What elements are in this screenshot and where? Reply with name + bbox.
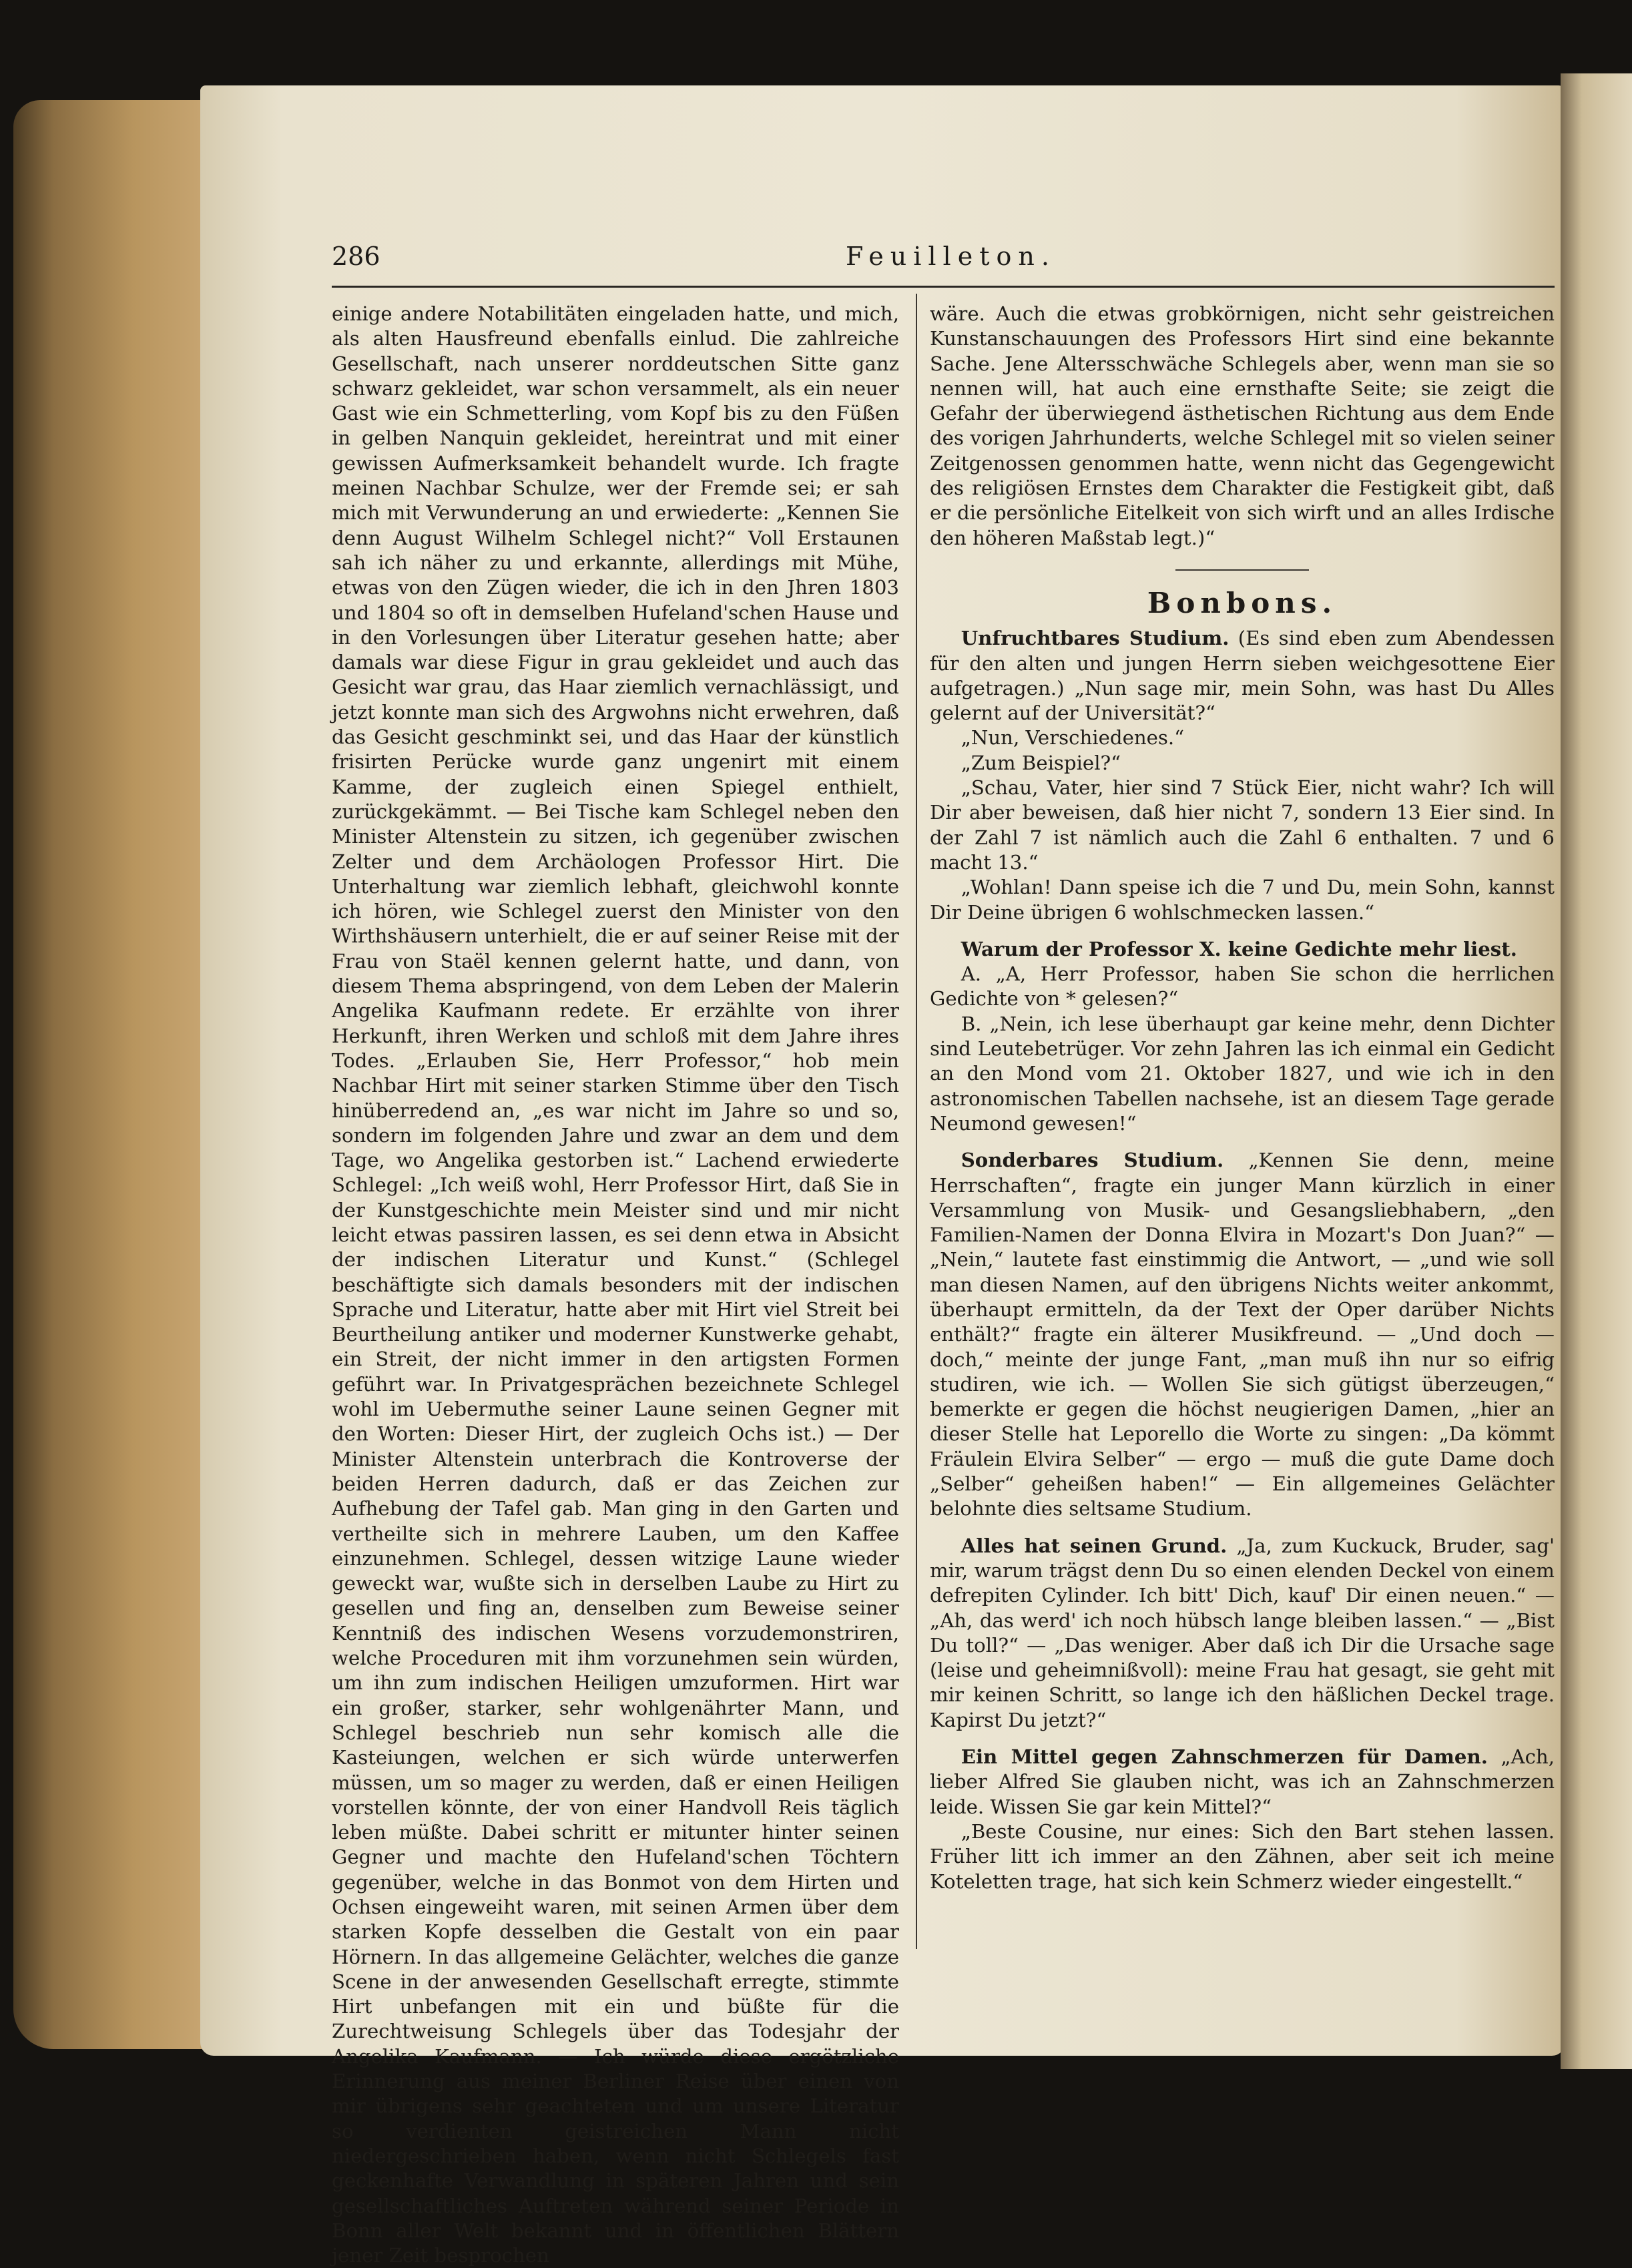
running-head: Feuilleton. bbox=[846, 242, 1056, 271]
anecdote-text: „Beste Cousine, nur eines: Sich den Bart stehen lassen. Früher litt ich immer an den Zähnen, aber seit ich meine Koteletten trage, hat sich kein Schmerz wieder eingestellt.“ bbox=[930, 1819, 1555, 1893]
left-column-text: einige andere Notabilitäten eingeladen hatte, und mich, als alten Hausfreund ebenfalls einlud. Die zahlreiche Gesellschaft, nach unserer norddeutschen Sitte ganz schwarz gekleidet, war schon versammelt, als ein neuer Gast wie ein Schmetterling, vom Kopf bis zu den Füßen in gelben Nanquin gekleidet, hereintrat und mit einer gewissen Aufmerksamkeit behandelt wurde. Ich fragte meinen Nachbar Schulze, wer der Fremde sei; er sah mich mit Verwunderung an und erwiederte: „Kennen Sie denn August Wilhelm Schlegel nicht?“ Voll Erstaunen sah ich näher zu und erkannte, allerdings mit Mühe, etwas von den Zügen wieder, die ich in den Jhren 1803 und 1804 so oft in demselben Hufeland'schen Hause und in den Vorlesungen über Literatur gesehen hatte; aber damals war diese Figur in grau gekleidet und auch das Gesicht war grau, das Haar ziemlich vernachlässigt, und jetzt konnte man sich des Argwohns nicht erwehren, daß das Gesicht geschminkt sei, und das Haar der künstlich frisirten Perücke wurde ganz ungenirt mit einem Kamme, der zugleich einen Spiegel enthielt, zurückgekämmt. — Bei Tische kam Schlegel neben den Minister Altenstein zu sitzen, ich gegenüber zwischen Zelter und dem Archäologen Professor Hirt. Die Unterhaltung war ziemlich lebhaft, gleichwohl konnte ich hören, wie Schlegel zuerst den Minister von den Wirthshäusern unterhielt, die er auf seiner Reise mit der Frau von Staël kennen gelernt hatte, und dann, von diesem Thema abspringend, von dem Leben der Malerin Angelika Kaufmann redete. Er erzählte von ihrer Herkunft, ihren Werken und schloß mit dem Jahre ihres Todes. „Erlauben Sie, Herr Professor,“ hob mein Nachbar Hirt mit seiner starken Stimme über den Tisch hinüberredend an, „es war nicht im Jahre so und so, sondern im folgenden Jahre und zwar an dem und dem Tage, wo Angelika gestorben ist.“ Lachend erwiederte Schlegel: „Ich weiß wohl, Herr Professor Hirt, daß Sie in der Kunstgeschichte mein Meister sind und mir nicht leicht etwas passiren lassen, es sei denn etwa in Absicht der indischen Literatur und Kunst.“ (Schlegel beschäftigte sich damals besonders mit der indischen Sprache und Literatur, hatte aber mit Hirt viel Streit bei Beurtheilung antiker und moderner Kunstwerke gehabt, ein Streit, der nicht immer in den artigsten Formen geführt war. In Privatgesprächen bezeichnete Schlegel wohl im Uebermuthe seiner Laune seinen Gegner mit den Worten: Dieser Hirt, der zugleich Ochs ist.) — Der Minister Altenstein unterbrach die Kontroverse der beiden Herren dadurch, daß er das Zeichen zur Aufhebung der Tafel gab. Man ging in den Garten und vertheilte sich in mehrere Lauben, um den Kaffee einzunehmen. Schlegel, dessen witzige Laune wieder geweckt war, wußte sich in derselben Laube zu Hirt zu gesellen und fing an, denselben zum Beweise seiner Kenntniß des indischen Wesens vorzudemonstriren, welche Proceduren mit ihm vorzunehmen sein würden, um ihn zum indischen Heiligen umzuformen. Hirt war ein großer, starker, sehr wohlgenährter Mann, und Schlegel beschrieb nun sehr komisch alle die Kasteiungen, welchen er sich würde unterwerfen müssen, um so mager zu werden, daß er einen Heiligen vorstellen könnte, der von einer Handvoll Reis täglich leben müßte. Dabei schritt er mitunter hinter seinen Gegner und machte den Hufeland'schen Töchtern gegenüber, welche in das Bonmot von dem Hirten und Ochsen eingeweiht waren, mit seinen Armen über dem starken Kopfe desselben die Gestalt von ein paar Hörnern. In das allgemeine Gelächter, welches die ganze Scene in der anwesenden Gesellschaft erregte, stimmte Hirt unbefangen mit ein und büßte für die Zurechtweisung Schlegels über das Todesjahr der Angelika Kaufmann. — Ich würde diese ergötzliche Erinnerung aus meiner Berliner Reise über einen von mir übrigens sehr geachteten und um unsere Literatur so verdienten geistreichen Mann nicht niedergeschrieben haben, wenn nicht Schlegels fast geckenhafte Verwandlung in späteren Jahren und sein gesellschaftliches Auftreten während seiner Periode in Bonn aller Welt bekannt und in öffentlichen Blättern jener Zeit besprochen bbox=[332, 302, 899, 2267]
left-column bbox=[332, 302, 899, 2268]
anecdote-text: „Kennen Sie denn, meine Herrschaften“, fragte ein junger Mann kürzlich in einer Versammlung von Musik- und Gesangsliebhabern, „den Familien-Namen der Donna Elvira in Mozart's Don Juan?“ — „Nein,“ lautete fast einstimmig die Antwort, — „und wie soll man diesen Namen, auf den übrigens Nichts weiter ankommt, überhaupt ermitteln, da der Text der Oper darüber Nichts enthält?“ fragte ein älterer Musikfreund. — „Und doch — doch,“ meinte der junge Fant, „man muß ihn nur so eifrig studiren, wie ich. — Wollen Sie sich gütigst überzeugen,“ bemerkte er gegen die höchst neugierigen Damen, „hier an dieser Stelle hat Leporello die Worte zu singen: „Da kömmt Fräulein Elvira Selber“ — ergo — muß die gute Dame doch „Selber“ geheißen haben!“ — Ein allgemeines Gelächter belohnte dies seltsame Studium. bbox=[930, 1149, 1555, 1520]
anecdote-title: Ein Mittel gegen Zahnschmerzen für Damen. bbox=[961, 1745, 1488, 1769]
anecdote-item bbox=[930, 1148, 1555, 1521]
anecdote-item bbox=[930, 1534, 1555, 1733]
anecdote-text: „Zum Beispiel?“ bbox=[961, 751, 1121, 774]
anecdote-text: „Schau, Vater, hier sind 7 Stück Eier, nicht wahr? Ich will Dir aber beweisen, daß hier nicht 7, sondern 13 Eier sind. In der Zahl 7 ist nämlich auch die Zahl 6 enthalten. 7 und 6 macht 13.“ bbox=[930, 776, 1555, 874]
continuation-text: wäre. Auch die etwas grobkörnigen, nicht sehr geistreichen Kunstanschauungen des Professors Hirt sind eine bekannte Sache. Jene Altersschwäche Schlegels aber, wenn man sie so nennen will, hat auch eine ernsthafte Seite; sie zeigt die Gefahr der überwiegend ästhetischen Richtung aus dem Ende des vorigen Jahrhunderts, welche Schlegel mit so vielen seiner Zeitgenossen genommen hatte, wenn nicht das Gegengewicht des religiösen Ernstes dem Charakter die Festigkeit gibt, daß er die persönliche Eitelkeit von sich wirft und an alles Irdische den höheren Maßstab legt.)“ bbox=[930, 302, 1555, 549]
right-column bbox=[930, 302, 1555, 1894]
anecdote-text: „Nun, Verschiedenes.“ bbox=[961, 726, 1185, 750]
anecdote-title: Alles hat seinen Grund. bbox=[961, 1534, 1228, 1557]
anecdote-item bbox=[930, 1745, 1555, 1894]
section-title: Bonbons. bbox=[1147, 586, 1338, 619]
page-number: 286 bbox=[332, 242, 380, 271]
section-divider bbox=[1175, 569, 1309, 571]
anecdote-text: (Es sind eben zum Abendessen für den alten und jungen Herrn sieben weichgesottene Eier aufgetragen.) „Nun sage mir, mein Sohn, was hast Du Alles gelernt auf der Universität?“ bbox=[930, 627, 1555, 725]
column-divider bbox=[916, 294, 917, 1949]
header-rule bbox=[332, 286, 1555, 288]
anecdote-text: „Ja, zum Kuckuck, Bruder, sag' mir, warum trägst denn Du so einen elenden Deckel von einem defrepiten Cylinder. Ich bitt' Dich, kauf' Dir einen neuen.“ — „Ah, das werd' ich noch hübsch lange bleiben lassen.“ — „Bist Du toll?“ — „Das weniger. Aber daß ich Dir die Ursache sage (leise und geheimnißvoll): meine Frau hat gesagt, sie geht mit mir keinen Schritt, so lange ich den häßlichen Deckel trage. Kapirst Du jetzt?“ bbox=[930, 1534, 1555, 1731]
anecdote-title: Unfruchtbares Studium. bbox=[961, 627, 1230, 650]
book-page-edges bbox=[13, 100, 214, 2049]
facing-page-edge bbox=[1561, 73, 1632, 2069]
anecdote-title: Warum der Professor X. keine Gedichte mehr liest. bbox=[961, 937, 1517, 960]
anecdote-item bbox=[930, 937, 1555, 1136]
anecdote-text: „Wohlan! Dann speise ich die 7 und Du, mein Sohn, kannst Dir Deine übrigen 6 wohlschmecken lassen.“ bbox=[930, 876, 1555, 924]
anecdote-title: Sonderbares Studium. bbox=[961, 1149, 1224, 1172]
page-header bbox=[332, 242, 1553, 282]
anecdote-text: B. „Nein, ich lese überhaupt gar keine mehr, denn Dichter sind Leutebetrüger. Vor zehn Jahren las ich einmal ein Gedicht an den Mond vom 21. Oktober 1827, und wie ich in den astronomischen Tabellen nachsehe, ist an diesem Tage gerade Neumond gewesen!“ bbox=[930, 1012, 1555, 1135]
anecdote-item bbox=[930, 626, 1555, 925]
anecdote-text: „Ach, lieber Alfred Sie glauben nicht, was ich an Zahnschmerzen leide. Wissen Sie gar kein Mittel?“ bbox=[930, 1745, 1555, 1818]
anecdote-text: A. „A, Herr Professor, haben Sie schon die herrlichen Gedichte von * gelesen?“ bbox=[930, 962, 1555, 1011]
